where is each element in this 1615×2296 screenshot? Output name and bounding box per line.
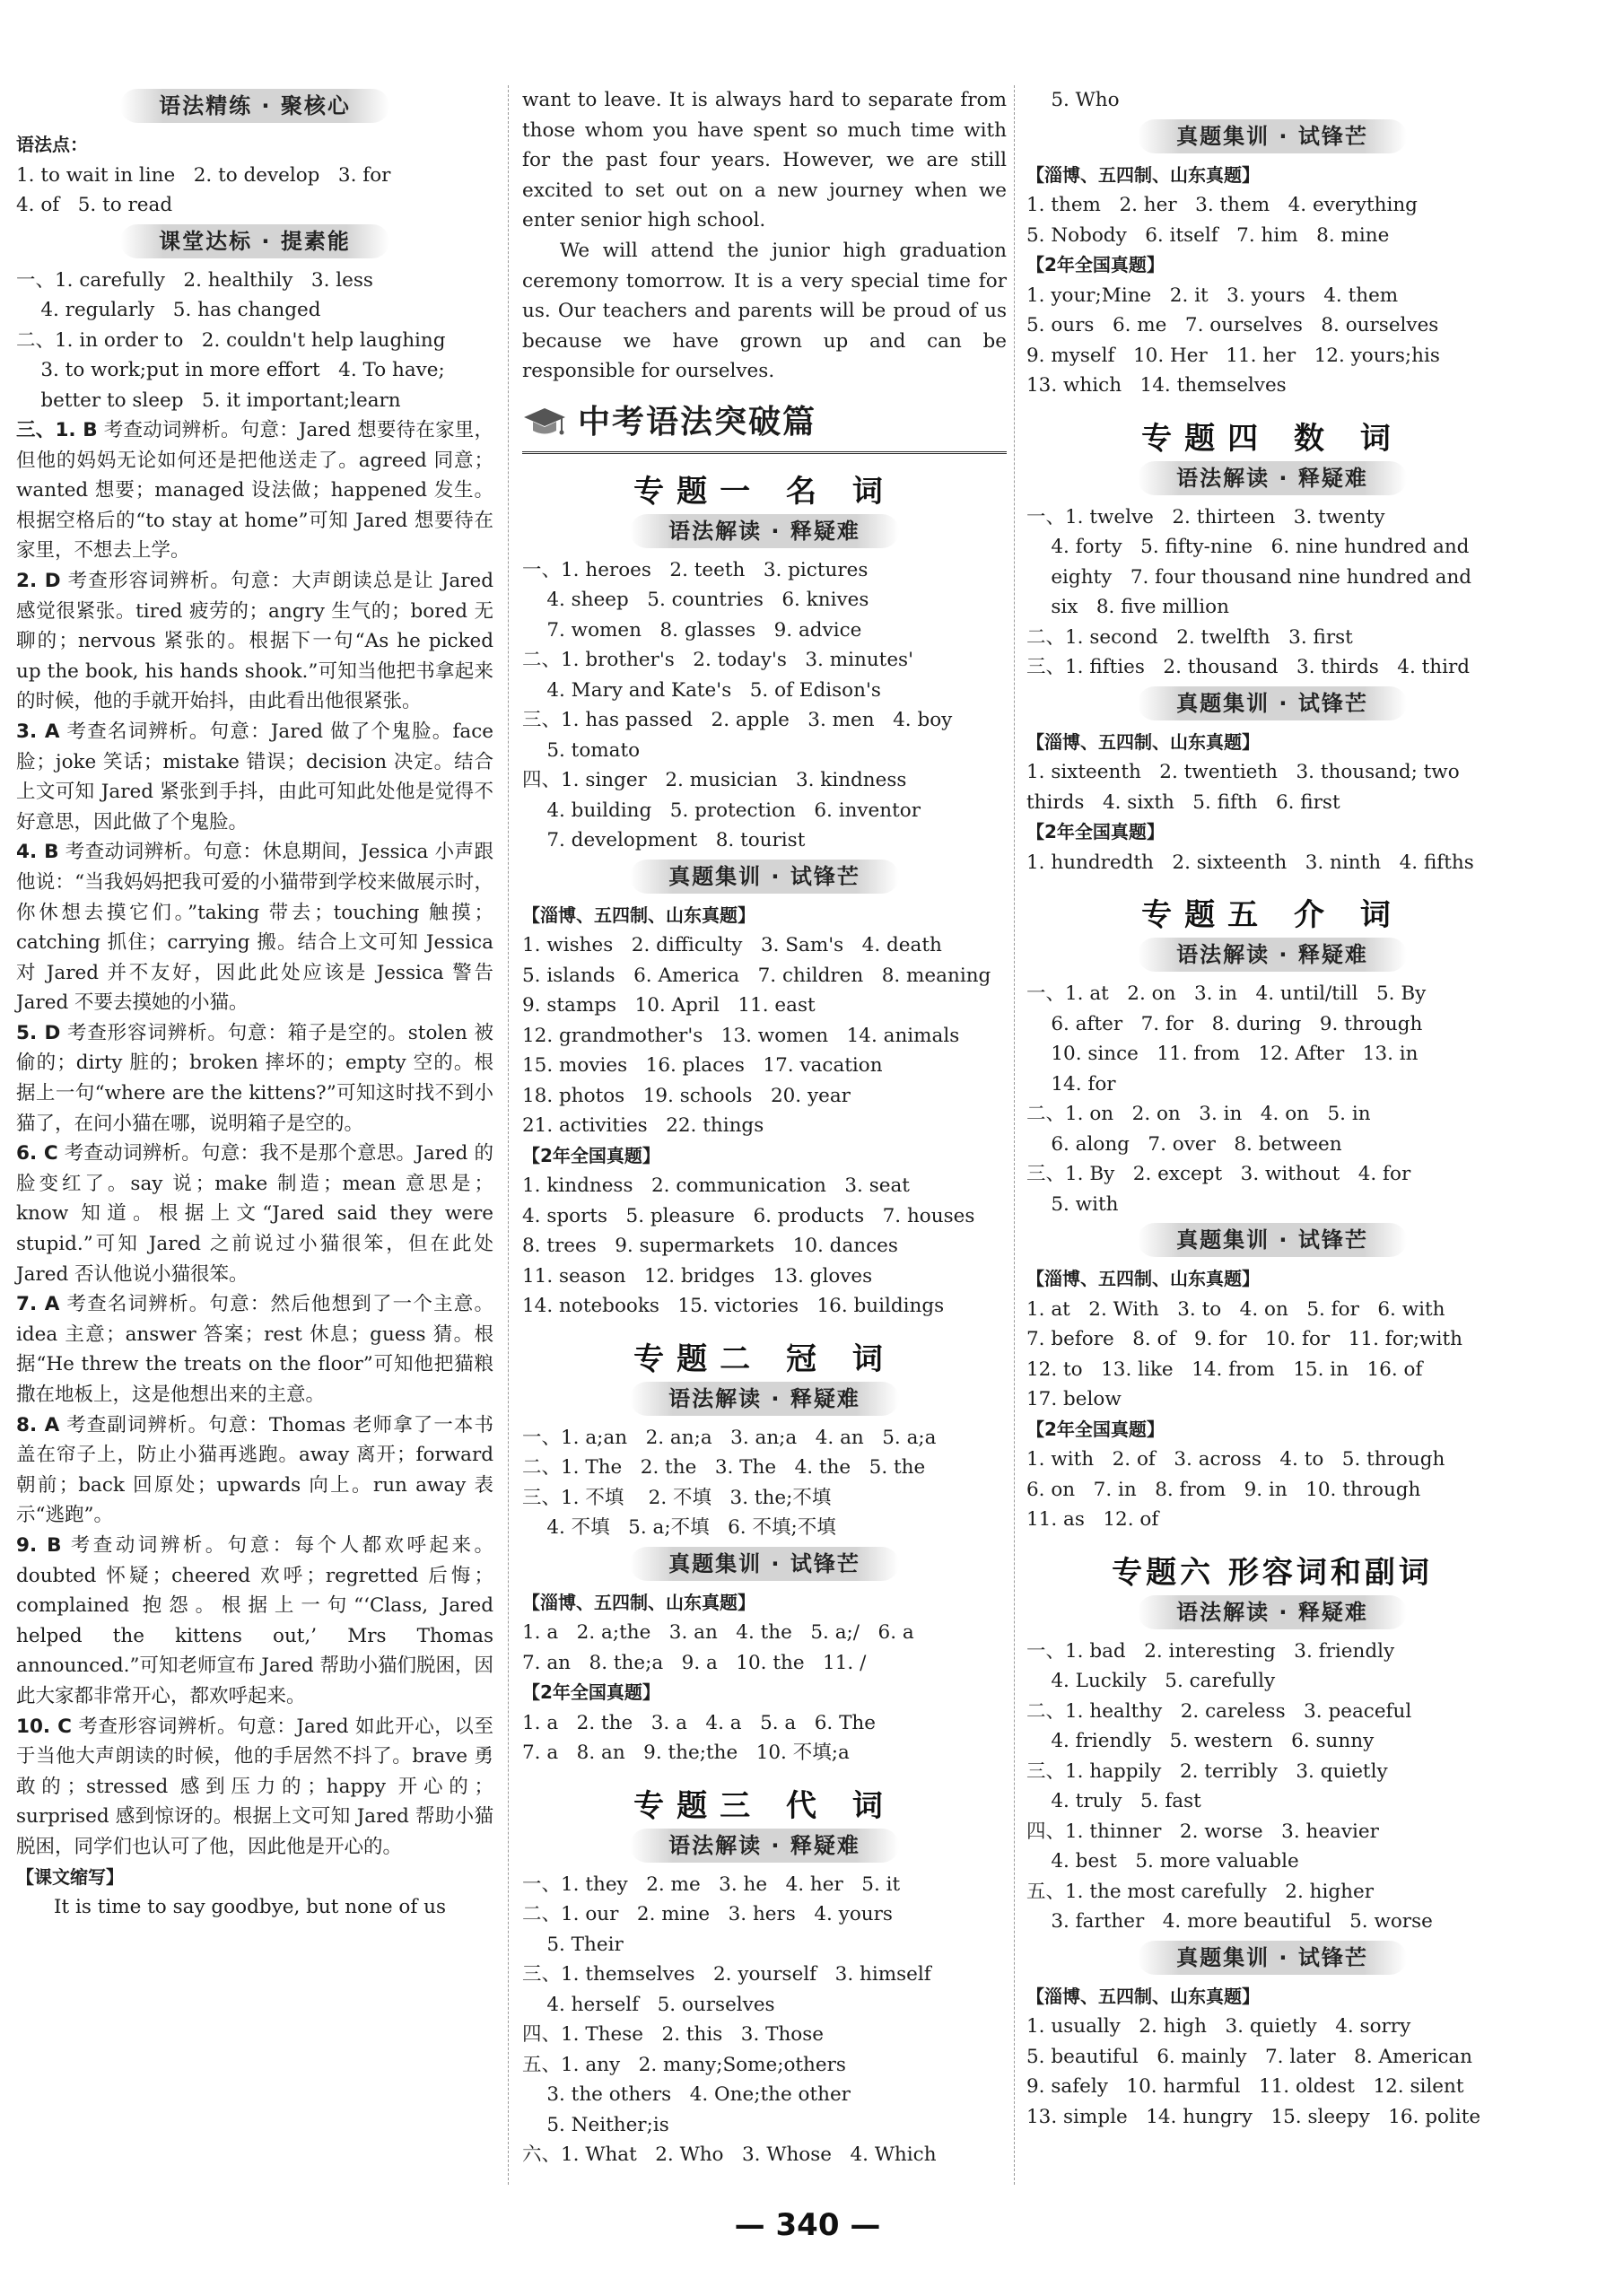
answer-line: 6. on 7. in 8. from 9. in 10. through bbox=[1026, 1478, 1421, 1501]
topic4-read-answers bbox=[1026, 502, 1518, 683]
zibo-label: 【淄博、五四制、山东真题】 bbox=[522, 1591, 755, 1613]
topic5-national-answers bbox=[1026, 1445, 1518, 1535]
question-number: 5. D bbox=[16, 1021, 61, 1044]
question-number: 3. A bbox=[16, 720, 60, 743]
column-2 bbox=[522, 85, 1007, 2170]
answer-line: 四、1. These 2. this 3. Those bbox=[522, 2023, 825, 2047]
answer-line: 一、1. they 2. me 3. he 4. her 5. it bbox=[522, 1873, 901, 1896]
answer-line: 4. herself 5. ourselves bbox=[522, 1993, 775, 2016]
answer-line: 5. beautiful 6. mainly 7. later 8. American bbox=[1026, 2045, 1473, 2068]
analysis-text: 考查名词辨析。句意：Jared 做了个鬼脸。face 脸；joke 笑话；mistake 错误；decision 决定。结合上文可知 Jared 紧张到手抖，由此可知此处他是觉得不好意思，因此做了个鬼脸。 bbox=[16, 720, 493, 834]
national-label: 【2年全国真题】 bbox=[1026, 1418, 1165, 1440]
answer-line: eighty 7. four thousand nine hundred and bbox=[1026, 565, 1472, 589]
section-banner: 真题集训 · 试锋芒 bbox=[1138, 686, 1407, 720]
answer-line: 一、1. a;an 2. an;a 3. an;a 4. an 5. a;a bbox=[522, 1426, 937, 1449]
analysis-text: 考查副词辨析。句意：Thomas 老师拿了一本书盖在帘子上，防止小猫再逃跑。away 离开；forward 朝前；back 回原处；upwards 向上。run away 表示“逃跑”。 bbox=[16, 1413, 493, 1527]
topic4-national-answers bbox=[1026, 848, 1518, 878]
answer-line: 五、1. the most carefully 2. higher bbox=[1026, 1880, 1374, 1903]
question-number: 7. A bbox=[16, 1293, 60, 1316]
answer-line: 15. movies 16. places 17. vacation bbox=[522, 1054, 883, 1078]
analysis-text: 考查形容词辨析。句意：箱子是空的。stolen 被偷的；dirty 脏的；broken 摔坏的；empty 空的。根据上一句“where are the kittens?”可知这时找不到小猫了，在问小猫在哪，说明箱子是空的。 bbox=[16, 1021, 494, 1135]
answer-line: 12. grandmother's 13. women 14. animals bbox=[522, 1024, 960, 1047]
topic6-read-answers bbox=[1026, 1637, 1518, 1937]
answer-line: 11. season 12. bridges 13. gloves bbox=[522, 1264, 873, 1288]
topic2-read-answers bbox=[522, 1423, 1007, 1543]
analysis-text: 考查动词辨析。句意：我不是那个意思。Jared 的脸变红了。say 说；make 制造；mean 意思是；know 知道。根据上文“Jared said they were stupid.”可知 Jared 之前说过小猫很笨，但在此处 Jared 否认他说小猫很笨。 bbox=[16, 1142, 493, 1286]
answer-line: 1. sixteenth 2. twentieth 3. thousand; two bbox=[1026, 761, 1460, 783]
answer-line: 13. simple 14. hungry 15. sleepy 16. polite bbox=[1026, 2105, 1481, 2128]
question-number: 6. C bbox=[16, 1142, 58, 1165]
topic-heading: 专题五 介 词 bbox=[1141, 897, 1403, 933]
topic5-read-answers bbox=[1026, 979, 1518, 1219]
answer-line: 4. building 5. protection 6. inventor bbox=[522, 799, 921, 822]
section-banner: 课堂达标 · 提素能 bbox=[120, 224, 389, 258]
answer-line: 1. to wait in line 2. to develop 3. for bbox=[16, 163, 391, 187]
topic1-zibo-answers bbox=[522, 930, 1007, 1141]
section-banner: 语法解读 · 释疑难 bbox=[630, 1382, 899, 1416]
answer-line: 5. tomato bbox=[522, 738, 641, 762]
section-banner: 语法精练 · 聚核心 bbox=[120, 89, 389, 123]
answer-line: 6. along 7. over 8. between bbox=[1026, 1132, 1342, 1156]
answer-line: 1. kindness 2. communication 3. seat bbox=[522, 1174, 910, 1198]
column-divider bbox=[508, 85, 509, 2185]
analysis-item bbox=[16, 1410, 493, 1531]
main-title-text: 中考语法突破篇 bbox=[578, 403, 817, 441]
topic3-read-cont bbox=[1026, 85, 1518, 116]
summary-paragraph: We will attend the junior high graduation ceremony tomorrow. It is a very special time for us. Our teachers and parents will be proud of us because we have grown up and can be responsible for ourselves. bbox=[522, 239, 1007, 383]
analysis-text: 考查名词辨析。句意：然后他想到了一个主意。idea 主意；answer 答案；rest 休息；guess 猜。根据“He threw the treats on the floor”可知他把猫粮撒在地板上，这是他想出来的主意。 bbox=[16, 1293, 493, 1406]
answer-line: 四、1. singer 2. musician 3. kindness bbox=[522, 769, 907, 792]
topic-heading: 专题六 形容词和副词 bbox=[1112, 1554, 1433, 1591]
answer-line: 9. safely 10. harmful 11. oldest 12. silent bbox=[1026, 2075, 1464, 2098]
answer-line: 4. sports 5. pleasure 6. products 7. houses bbox=[522, 1204, 975, 1227]
section-banner: 语法解读 · 释疑难 bbox=[1138, 461, 1407, 495]
answer-line: 8. trees 9. supermarkets 10. dances bbox=[522, 1235, 898, 1258]
answer-line: 三、1. fifties 2. thousand 3. thirds 4. third bbox=[1026, 656, 1471, 678]
topic2-national-answers bbox=[522, 1708, 1007, 1768]
answer-line: 三、1. By 2. except 3. without 4. for bbox=[1026, 1163, 1411, 1185]
section-banner: 语法解读 · 释疑难 bbox=[1138, 1595, 1407, 1629]
answer-line: 7. an 8. the;a 9. a 10. the 11. / bbox=[522, 1651, 867, 1674]
question-number: 9. B bbox=[16, 1533, 62, 1557]
column-1 bbox=[16, 85, 493, 1923]
analysis-text: 考查形容词辨析。句意：大声朗读总是让 Jared 感觉很紧张。tired 疲劳的；angry 生气的；bored 无聊的；nervous 紧张的。根据下一句“As he picked up the book, his hands shook.”可知当他把书拿起来的时候，他的手就开始抖，由此看出他很紧张。 bbox=[16, 569, 493, 713]
analysis-item bbox=[16, 1531, 493, 1712]
topic3-national-answers bbox=[1026, 281, 1518, 401]
answer-line: 一、1. twelve 2. thirteen 3. twenty bbox=[1026, 505, 1385, 528]
answer-line: 14. for bbox=[1026, 1072, 1116, 1096]
answer-line: 三、1. 不填 2. 不填 3. the;不填 bbox=[522, 1486, 832, 1509]
zibo-label: 【淄博、五四制、山东真题】 bbox=[1026, 1268, 1260, 1289]
answer-line: 1. at 2. With 3. to 4. on 5. for 6. with bbox=[1026, 1297, 1445, 1321]
answer-line: 5. ours 6. me 7. ourselves 8. ourselves bbox=[1026, 314, 1439, 336]
answer-line: 10. since 11. from 12. After 13. in bbox=[1026, 1043, 1419, 1065]
question-number: 4. B bbox=[16, 841, 59, 864]
answer-line: thirds 4. sixth 5. fifth 6. first bbox=[1026, 790, 1340, 814]
answer-line: 4. forty 5. fifty-nine 6. nine hundred and bbox=[1026, 536, 1470, 558]
answer-line: 三、1. happily 2. terribly 3. quietly bbox=[1026, 1759, 1388, 1783]
national-label: 【2年全国真题】 bbox=[1026, 821, 1165, 842]
answer-line: 二、1. The 2. the 3. The 4. the 5. the bbox=[522, 1456, 926, 1480]
analysis-list bbox=[16, 415, 493, 1863]
answer-line: 14. notebooks 15. victories 16. buildings bbox=[522, 1295, 945, 1318]
topic1-read-answers bbox=[522, 555, 1007, 856]
answer-line: 3. farther 4. more beautiful 5. worse bbox=[1026, 1910, 1433, 1933]
answer-line: 3. to work;put in more effort 4. To have; bbox=[16, 359, 445, 381]
answer-line: 11. as 12. of bbox=[1026, 1508, 1159, 1531]
answer-line: 4. truly 5. fast bbox=[1026, 1790, 1201, 1812]
answer-line: 4. best 5. more valuable bbox=[1026, 1850, 1299, 1873]
answer-line: 二、1. brother's 2. today's 3. minutes' bbox=[522, 649, 913, 672]
national-label: 【2年全国真题】 bbox=[522, 1681, 660, 1704]
topic3-read-answers bbox=[522, 1870, 1007, 2170]
topic-heading: 专题二 冠 词 bbox=[633, 1340, 895, 1377]
answer-line: 三、1. has passed 2. apple 3. men 4. boy bbox=[522, 709, 953, 732]
answer-line: 5. with bbox=[1026, 1192, 1119, 1216]
section-banner: 真题集训 · 试锋芒 bbox=[1138, 1223, 1407, 1257]
answer-line: 7. women 8. glasses 9. advice bbox=[522, 618, 862, 642]
answer-line: 12. to 13. like 14. from 15. in 16. of bbox=[1026, 1358, 1423, 1381]
analysis-item bbox=[16, 566, 493, 717]
answer-line: 4. Mary and Kate's 5. of Edison's bbox=[522, 678, 881, 702]
zibo-label: 【淄博、五四制、山东真题】 bbox=[1026, 730, 1260, 753]
analysis-text: 考查动词辨析。句意：休息期间，Jessica 小声跟他说：“当我妈妈把我可爱的小猫带到学校来做展示时，你休想去摸它们。”taking 带去；touching 触摸；catching 抓住；carrying 搬。结合上文可知 Jessica 对 Jared 并不友好，因此此处应该是 Jessica 警告 Jared 不要去摸她的小猫。 bbox=[16, 841, 494, 1015]
answer-line: 一、1. at 2. on 3. in 4. until/till 5. By bbox=[1026, 982, 1427, 1005]
answer-line: 4. friendly 5. western 6. sunny bbox=[1026, 1730, 1375, 1752]
section-banner: 真题集训 · 试锋芒 bbox=[630, 1547, 899, 1581]
zibo-label: 【淄博、五四制、山东真题】 bbox=[522, 904, 755, 926]
section-banner: 真题集训 · 试锋芒 bbox=[1138, 1941, 1407, 1975]
answer-line: 1. hundredth 2. sixteenth 3. ninth 4. fifths bbox=[1026, 851, 1474, 874]
question-number: 8. A bbox=[16, 1413, 60, 1436]
analysis-item bbox=[16, 717, 493, 837]
answer-line: 1. usually 2. high 3. quietly 4. sorry bbox=[1026, 2015, 1411, 2038]
answer-line: 四、1. thinner 2. worse 3. heavier bbox=[1026, 1820, 1379, 1843]
answer-line: 一、1. bad 2. interesting 3. friendly bbox=[1026, 1639, 1395, 1663]
analysis-text: 考查形容词辨析。句意：Jared 如此开心，以至于当他大声朗读的时候，他的手居然不抖了。brave 勇敢的；stressed 感到压力的；happy 开心的；surprised 感到惊讶的。根据上文可知 Jared 帮助小猫脱困，同学们也认可了他，因此他是开心的。 bbox=[16, 1715, 493, 1858]
section-banner: 语法解读 · 释疑难 bbox=[1138, 938, 1407, 972]
question-number: 2. D bbox=[16, 569, 61, 592]
answer-line: 5. Their bbox=[522, 1933, 624, 1956]
answer-line: 17. below bbox=[1026, 1388, 1122, 1410]
answer-line: 7. development 8. tourist bbox=[522, 829, 806, 852]
section-banner: 语法解读 · 释疑难 bbox=[630, 514, 899, 548]
answer-line: 4. 不填 5. a;不填 6. 不填;不填 bbox=[522, 1516, 836, 1540]
answer-line: 9. myself 10. Her 11. her 12. yours;his bbox=[1026, 344, 1440, 367]
topic-heading: 专题四 数 词 bbox=[1141, 420, 1403, 457]
summary-text: It is time to say goodbye, but none of us bbox=[54, 1896, 447, 1918]
analysis-item bbox=[16, 837, 493, 1018]
answer-line: 9. stamps 10. April 11. east bbox=[522, 994, 816, 1017]
answer-line: 6. after 7. for 8. during 9. through bbox=[1026, 1012, 1423, 1035]
answer-line: 1. wishes 2. difficulty 3. Sam's 4. death bbox=[522, 934, 942, 957]
analysis-item bbox=[16, 1712, 493, 1863]
answer-line: 1. them 2. her 3. them 4. everything bbox=[1026, 194, 1418, 216]
answer-line: 二、1. healthy 2. careless 3. peaceful bbox=[1026, 1699, 1412, 1723]
answer-line: 4. regularly 5. has changed bbox=[16, 299, 321, 321]
topic-heading: 专题一 名 词 bbox=[633, 473, 895, 510]
answer-line: 7. before 8. of 9. for 10. for 11. for;with bbox=[1026, 1328, 1462, 1350]
national-label: 【2年全国真题】 bbox=[522, 1144, 660, 1166]
main-title bbox=[522, 399, 1007, 454]
answer-line: 18. photos 19. schools 20. year bbox=[522, 1084, 851, 1107]
section-banner: 语法解读 · 释疑难 bbox=[630, 1829, 899, 1863]
answer-line: 4. sheep 5. countries 6. knives bbox=[522, 589, 869, 612]
answer-line: 1. a 2. the 3. a 4. a 5. a 6. The bbox=[522, 1711, 876, 1734]
zibo-label: 【淄博、五四制、山东真题】 bbox=[1026, 1985, 1260, 2007]
answer-line: 13. which 14. themselves bbox=[1026, 374, 1287, 397]
answer-line: 5. Who bbox=[1026, 89, 1120, 111]
analysis-item bbox=[16, 1139, 493, 1289]
answer-line: 二、1. our 2. mine 3. hers 4. yours bbox=[522, 1903, 893, 1926]
question-number: 三、1. B bbox=[16, 419, 98, 441]
analysis-item bbox=[16, 1289, 493, 1410]
answer-line: 4. of 5. to read bbox=[16, 194, 173, 216]
answer-line: better to sleep 5. it important;learn bbox=[16, 388, 401, 412]
page-number: — 340 — bbox=[734, 2207, 881, 2243]
question-number: 10. C bbox=[16, 1715, 72, 1738]
topic4-zibo-answers bbox=[1026, 757, 1518, 817]
answer-line: 二、1. in order to 2. couldn't help laughing bbox=[16, 328, 446, 352]
answer-line: 三、1. themselves 2. yourself 3. himself bbox=[522, 1963, 931, 1986]
answer-line: 五、1. any 2. many;Some;others bbox=[522, 2053, 846, 2076]
analysis-text: 考查动词辨析。句意：Jared 想要待在家里，但他的妈妈无论如何还是把他送走了。agreed 同意；wanted 想要；managed 设法做；happened 发生。根据空格后的“to stay at home”可知 Jared 想要待在家里，不想去上学。 bbox=[16, 419, 494, 563]
answer-line: 六、1. What 2. Who 3. Whose 4. Which bbox=[522, 2143, 937, 2167]
answer-line: 1. a 2. a;the 3. an 4. the 5. a;/ 6. a bbox=[522, 1621, 914, 1645]
answer-line: 1. with 2. of 3. across 4. to 5. through bbox=[1026, 1448, 1445, 1471]
topic5-zibo-answers bbox=[1026, 1295, 1518, 1415]
answer-line: 7. a 8. an 9. the;the 10. 不填;a bbox=[522, 1742, 850, 1765]
answer-line: 5. Nobody 6. itself 7. him 8. mine bbox=[1026, 223, 1390, 247]
grammar-label: 语法点： bbox=[16, 134, 88, 155]
analysis-item bbox=[16, 415, 493, 566]
answer-line: 5. Neither;is bbox=[522, 2113, 669, 2136]
answer-line: 3. the others 4. One;the other bbox=[522, 2083, 851, 2107]
summary-label: 【课文缩写】 bbox=[16, 1865, 124, 1888]
topic1-national-answers bbox=[522, 1171, 1007, 1322]
column-divider bbox=[1014, 85, 1015, 2185]
zibo-label: 【淄博、五四制、山东真题】 bbox=[1026, 163, 1260, 186]
answer-line: six 8. five million bbox=[1026, 596, 1229, 618]
answer-line: 二、1. on 2. on 3. in 4. on 5. in bbox=[1026, 1103, 1371, 1125]
answer-line: 一、1. carefully 2. healthily 3. less bbox=[16, 268, 373, 292]
topic-heading: 专题三 代 词 bbox=[633, 1787, 895, 1824]
answer-line: 1. your;Mine 2. it 3. yours 4. them bbox=[1026, 284, 1399, 307]
topic2-zibo-answers bbox=[522, 1618, 1007, 1678]
grammar-answers bbox=[16, 161, 493, 221]
answer-line: 5. islands 6. America 7. children 8. meaning bbox=[522, 964, 991, 987]
answer-page bbox=[16, 85, 1599, 2189]
analysis-text: 考查动词辨析。句意：每个人都欢呼起来。doubted 怀疑；cheered 欢呼；regretted 后悔；complained 抱怨。根据上一句“‘Class, Jared helped the kittens out,’ Mrs Thomas announced.”可知老师宣布 Jared 帮助小猫们脱困，因此大家都非常开心，都欢呼起来。 bbox=[16, 1533, 493, 1707]
section-banner: 真题集训 · 试锋芒 bbox=[630, 860, 899, 894]
column-3 bbox=[1026, 85, 1518, 2132]
topic3-zibo-answers bbox=[1026, 190, 1518, 250]
graduation-cap-icon bbox=[522, 405, 567, 444]
answer-line: 二、1. second 2. twelfth 3. first bbox=[1026, 625, 1353, 649]
section-banner: 真题集训 · 试锋芒 bbox=[1138, 119, 1407, 153]
national-label: 【2年全国真题】 bbox=[1026, 254, 1165, 275]
answer-line: 21. activities 22. things bbox=[522, 1114, 764, 1138]
topic6-zibo-answers bbox=[1026, 2012, 1518, 2132]
answer-line: 4. Luckily 5. carefully bbox=[1026, 1670, 1276, 1692]
class-answers bbox=[16, 266, 493, 416]
analysis-item bbox=[16, 1018, 493, 1139]
summary-text-cont: want to leave. It is always hard to separate from those whom you have spent so much time with for the past four years. However, we are still excited to set out on a new journey when we enter senior high school. bbox=[522, 89, 1007, 232]
answer-line: 一、1. heroes 2. teeth 3. pictures bbox=[522, 558, 869, 581]
